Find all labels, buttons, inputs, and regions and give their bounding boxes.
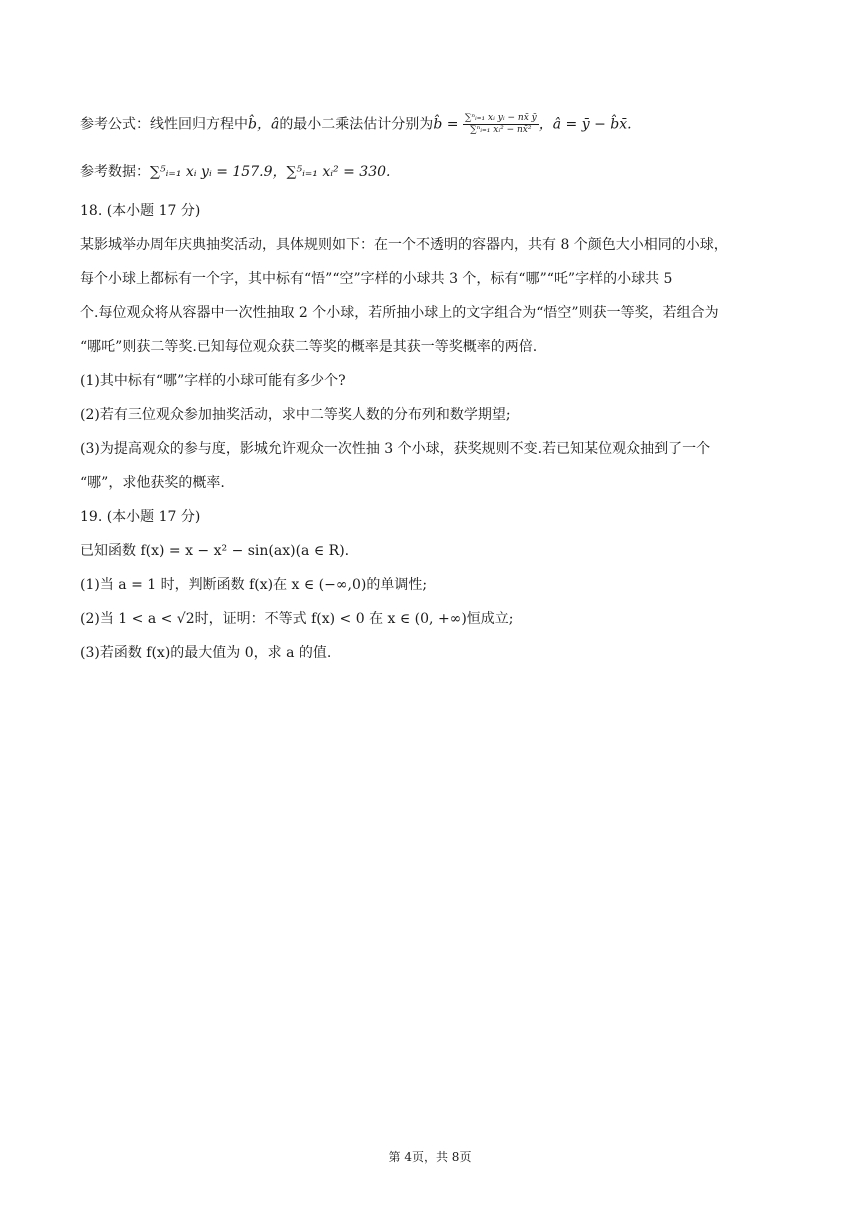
formula-b-a: b̂，â [248,116,280,133]
q19-subquestion-1: (1)当 a = 1 时，判断函数 f(x)在 x ∈ (−∞,0)的单调性; [80,577,428,593]
q18-paragraph-line-4: “哪吒”则获二等奖.已知每位观众获二等奖的概率是其获一等奖概率的两倍. [80,339,538,355]
q18-subquestion-3-line-1: (3)为提高观众的参与度，影城允许观众一次性抽 3 个小球，获奖规则不变.若已知某位观众抽到了一个 [80,441,711,457]
q19-subquestion-2: (2)当 1 < a < √2时，证明：不等式 f(x) < 0 在 x ∈ (0, +∞)恒成立; [80,611,514,627]
q18-paragraph-line-3: 个.每位观众将从容器中一次性抽取 2 个小球，若所抽小球上的文字组合为“悟空”则获一等奖，若组合为 [80,305,719,321]
q18-heading: 18. (本小题 17 分) [80,203,201,219]
q18-subquestion-2: (2)若有三位观众参加抽奖活动，求中二等奖人数的分布列和数学期望; [80,407,511,423]
q18-subquestion-1: (1)其中标有“哪”字样的小球可能有多少个? [80,373,346,389]
data-prefix: 参考数据： [80,164,150,180]
formula-middle: 的最小二乘法估计分别为 [279,116,434,133]
formula-a-hat: ，â = ȳ − b̂x̄. [538,116,632,133]
data-formula: ∑⁵ᵢ₌₁ xᵢ yᵢ = 157.9，∑⁵ᵢ₌₁ xᵢ² = 330. [150,164,391,180]
q18-paragraph-line-1: 某影城举办周年庆典抽奖活动，具体规则如下：在一个不透明的容器内，共有 8 个颜色大小相同的小球， [80,237,728,253]
page-footer: 第 4页，共 8页 [388,1150,472,1164]
q19-subquestion-3: (3)若函数 f(x)的最大值为 0，求 a 的值. [80,645,332,661]
q19-heading: 19. (本小题 17 分) [80,509,201,525]
q18-subquestion-3-line-2: “哪”，求他获奖的概率. [80,475,225,491]
regression-fraction [463,113,539,136]
formula-prefix: 参考公式：线性回归方程中 [80,116,248,133]
q19-intro: 已知函数 f(x) = x − x² − sin(ax)(a ∈ R). [80,543,350,559]
fraction-numerator: ∑ⁿᵢ₌₁ xᵢ yᵢ − nx̄ ȳ [464,113,537,123]
formula-b-hat: b̂ = [433,116,459,133]
reference-data-line [80,162,390,182]
fraction-denominator: ∑ⁿᵢ₌₁ xᵢ² − nx̄² [470,125,532,135]
q18-paragraph-line-2: 每个小球上都标有一个字，其中标有“悟”“空”字样的小球共 3 个，标有“哪”“吒”字样的小球共 5 [80,271,673,287]
reference-formula-line [80,113,632,136]
